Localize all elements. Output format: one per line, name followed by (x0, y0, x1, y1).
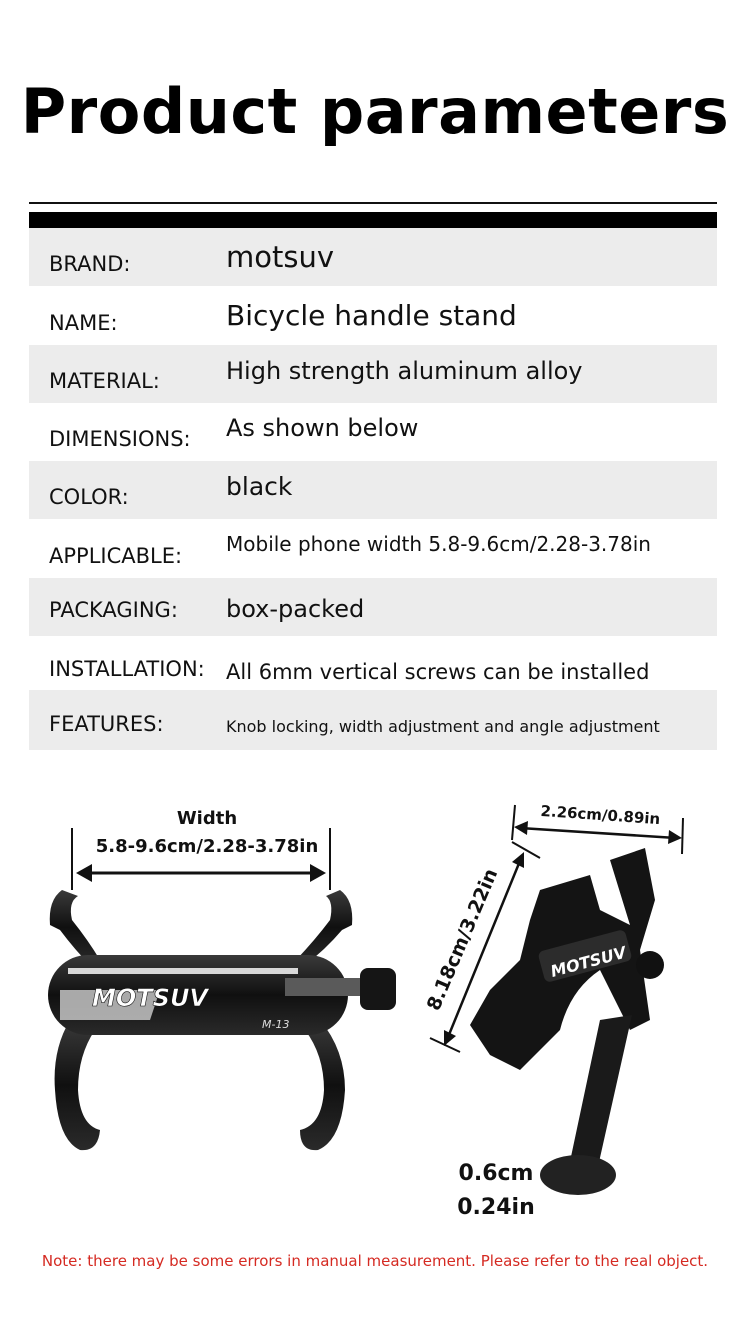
dimension-tick (512, 805, 515, 840)
front-view-diagram (0, 790, 400, 1190)
threaded-screw (285, 978, 360, 996)
model-mark: M-13 (262, 1018, 290, 1031)
spec-label: COLOR: (49, 485, 129, 510)
arrow-right-icon (668, 830, 682, 844)
spec-label: APPLICABLE: (49, 543, 183, 568)
spec-value: Bicycle handle stand (226, 299, 517, 333)
side-view-diagram (400, 790, 740, 1230)
brand-mark: MOTSUV (548, 942, 629, 982)
spec-row-dimensions (29, 403, 717, 461)
spec-value: Knob locking, width adjustment and angle adjustment (226, 717, 660, 737)
spec-label: BRAND: (49, 252, 131, 277)
spec-row-applicable (29, 519, 717, 577)
measurement-note: Note: there may be some errors in manual measurement. Please refer to the real object. (41, 1252, 709, 1270)
height-dimension: 8.18cm/3.22in (422, 865, 503, 1014)
top-dimension: 2.26cm/0.89in (539, 801, 661, 829)
arrow-left-icon (514, 821, 528, 835)
body-stripe (68, 968, 298, 974)
arrow-left-icon (76, 864, 92, 882)
screw-size-cm: 0.6cm (458, 1161, 534, 1186)
width-label: Width (176, 808, 238, 829)
spec-row-features (29, 690, 717, 750)
upper-left-arm (50, 890, 100, 965)
spec-label: INSTALLATION: (49, 657, 205, 682)
spec-label: NAME: (49, 310, 118, 335)
dimension-tick (682, 818, 683, 854)
upper-right-arm (296, 890, 352, 965)
spec-value: box-packed (226, 594, 365, 623)
spec-table (29, 228, 717, 750)
spec-value: motsuv (226, 240, 335, 274)
divider-thin (29, 202, 717, 204)
spec-value: black (226, 472, 293, 502)
spec-row-color (29, 461, 717, 519)
lock-knob (360, 968, 396, 1010)
spec-value: As shown below (226, 413, 419, 442)
arrow-right-icon (310, 864, 326, 882)
spec-label: PACKAGING: (49, 598, 178, 623)
mount-clamp (540, 1155, 616, 1195)
lock-knob (636, 951, 664, 979)
spec-label: FEATURES: (49, 712, 164, 737)
screw-size-in: 0.24in (457, 1195, 535, 1220)
brand-mark: MOTSUV (92, 984, 209, 1012)
spec-label: DIMENSIONS: (49, 427, 191, 452)
width-value: 5.8-9.6cm/2.28-3.78in (95, 836, 319, 857)
lower-right-arm (300, 1020, 345, 1150)
spec-row-brand (29, 228, 717, 286)
dimension-tick (512, 842, 540, 858)
spec-label: MATERIAL: (49, 368, 160, 393)
spec-value: All 6mm vertical screws can be installed (226, 660, 650, 685)
spec-row-packaging (29, 578, 717, 636)
spec-row-material (29, 345, 717, 403)
spec-row-name (29, 286, 717, 344)
spec-row-installation (29, 636, 717, 690)
divider-thick (29, 212, 717, 228)
spec-value: Mobile phone width 5.8-9.6cm/2.28-3.78in (226, 532, 651, 557)
lower-left-arm (55, 1020, 100, 1150)
spec-value: High strength aluminum alloy (226, 356, 583, 385)
page-title: Product parameters (20, 75, 730, 148)
top-dimension-line (520, 828, 676, 838)
